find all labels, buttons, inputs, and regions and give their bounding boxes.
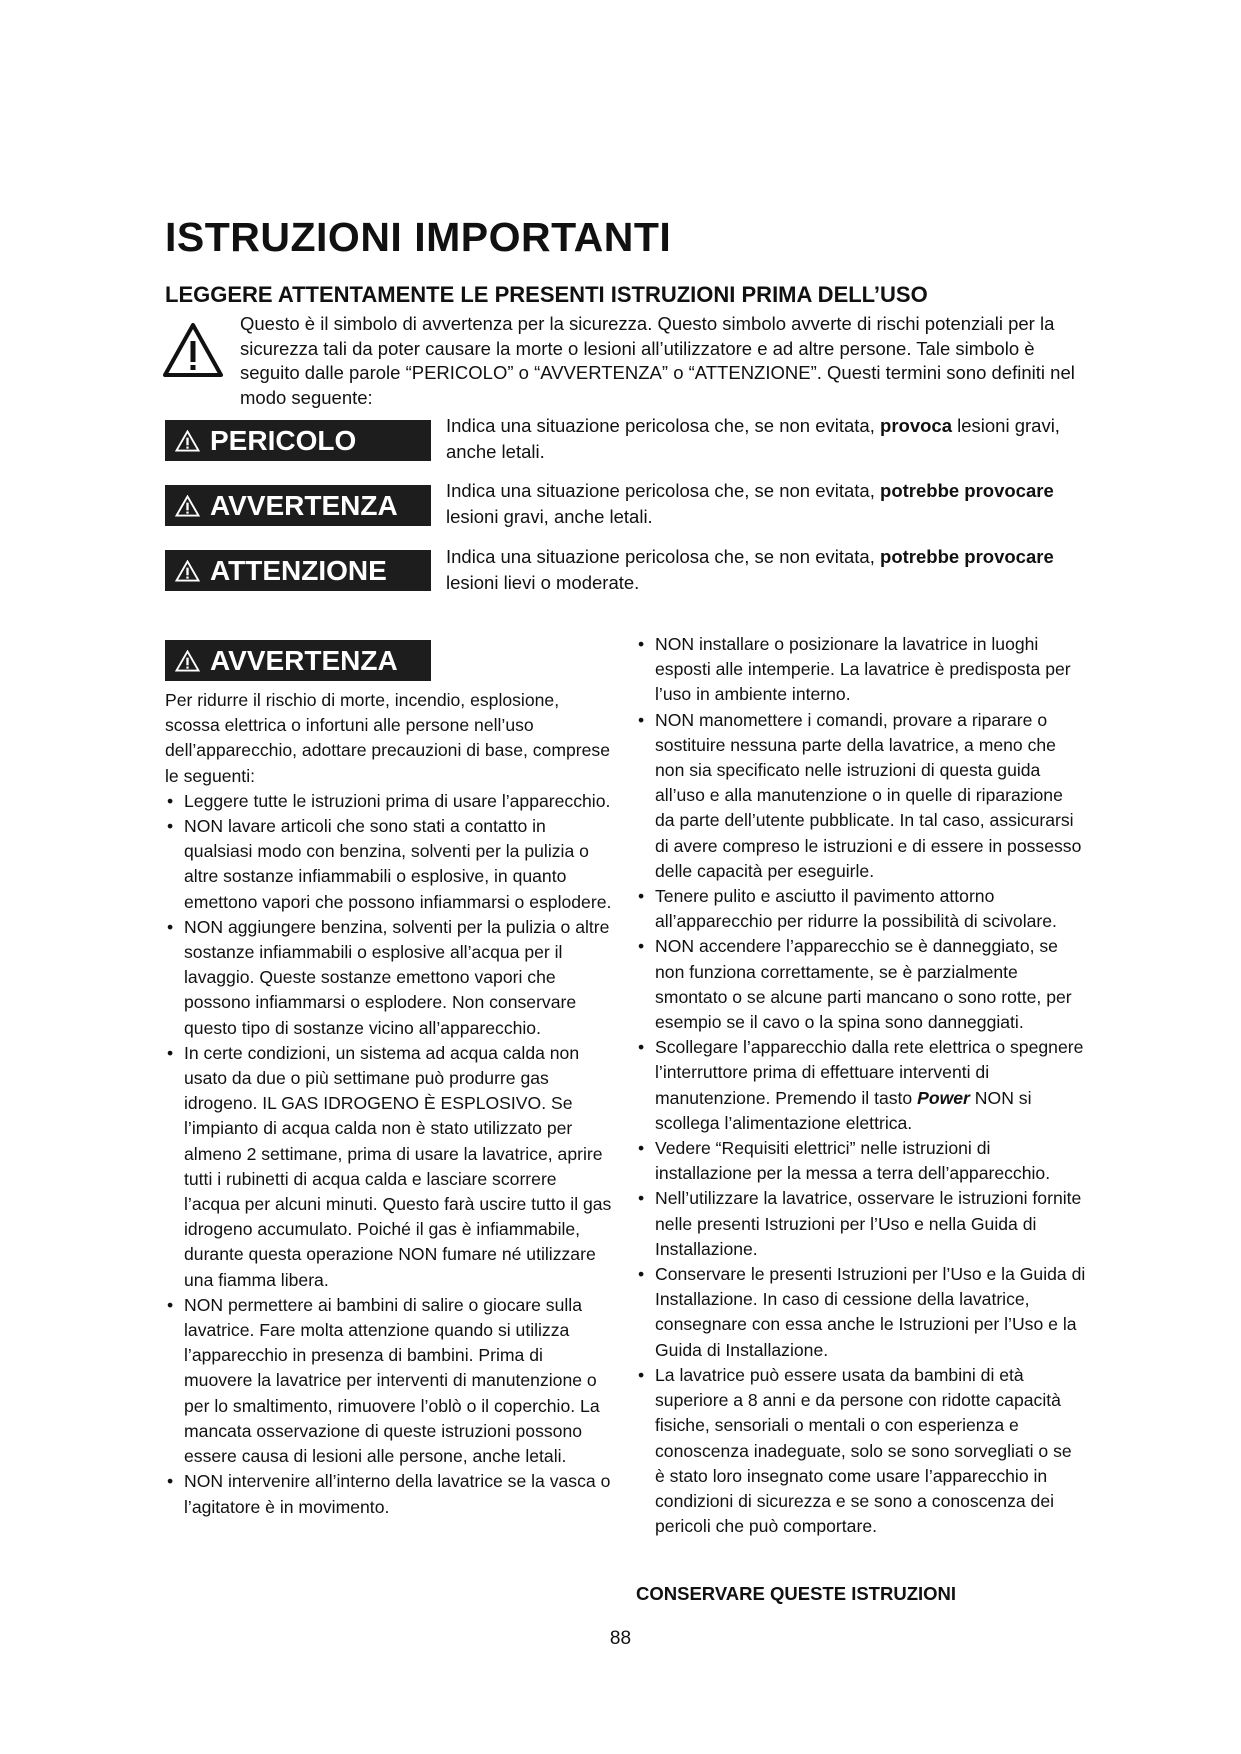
list-item: • Nell’utilizzare la lavatrice, osservare le istruzioni fornite nelle presenti Istruzioni per l’Uso e nella Guida di Installazione. bbox=[636, 1186, 1086, 1262]
list-item: • Vedere “Requisiti elettrici” nelle istruzioni di installazione per la messa a terra dell’apparecchio. bbox=[636, 1136, 1086, 1186]
signal-desc-pericolo: Indica una situazione pericolosa che, se non evitata, provoca lesioni gravi, anche letali. bbox=[446, 415, 1060, 462]
signal-label-text: PERICOLO bbox=[210, 424, 357, 456]
list-item: • Conservare le presenti Istruzioni per l’Uso e la Guida di Installazione. In caso di cessione della lavatrice, consegnare con essa anche le Istruzioni per l’Uso e la Guida di Installazione. bbox=[636, 1262, 1086, 1363]
warning-triangle-icon bbox=[162, 322, 224, 378]
signal-label-attenzione bbox=[165, 550, 431, 591]
page-title: ISTRUZIONI IMPORTANTI bbox=[165, 214, 672, 260]
list-item: • In certe condizioni, un sistema ad acqua calda non usato da due o più settimane può produrre gas idrogeno. IL GAS IDROGENO È ESPLOSIVO. Se l’impianto di acqua calda non è stato utilizzato per almeno 2 settimane, prima di usare la lavatrice, aprire tutti i rubinetti di acqua calda e lasciare scorrere l’acqua per alcuni minuti. Questo farà uscire tutto il gas idrogeno accumulato. Poiché il gas è infiammabile, durante questa operazione NON fumare né utilizzare una fiamma libera. bbox=[165, 1041, 615, 1293]
conserve-notice: CONSERVARE QUESTE ISTRUZIONI bbox=[636, 1583, 957, 1604]
signal-label-pericolo bbox=[165, 420, 431, 461]
page-subtitle: LEGGERE ATTENTAMENTE LE PRESENTI ISTRUZIONI PRIMA DELL’USO bbox=[165, 282, 928, 307]
signal-desc-avvertenza: Indica una situazione pericolosa che, se non evitata, potrebbe provocare lesioni gravi, anche letali. bbox=[446, 480, 1054, 527]
signal-label-avvertenza bbox=[165, 485, 431, 526]
signal-desc-attenzione: Indica una situazione pericolosa che, se non evitata, potrebbe provocare lesioni lievi o moderate. bbox=[446, 546, 1054, 593]
list-item: • NON installare o posizionare la lavatrice in luoghi esposti alle intemperie. La lavatrice è predisposta per l’uso in ambiente interno. bbox=[636, 632, 1086, 708]
list-item: • La lavatrice può essere usata da bambini di età superiore a 8 anni e da persone con ridotte capacità fisiche, sensoriali o mentali o con esperienza e conoscenza inadeguate, solo se sono sorvegliati o se è stato loro insegnato come usare l’apparecchio in condizioni di sicurezza e se sono a conoscenza dei pericoli che può comportare. bbox=[636, 1363, 1086, 1539]
list-item: • NON manomettere i comandi, provare a riparare o sostituire nessuna parte della lavatrice, a meno che non sia specificato nelle istruzioni di questa guida all’uso e alla manutenzione o in quelle di riparazione da parte dell’utente pubblicate. In tal caso, assicurarsi di avere compreso le istruzioni e di essere in possesso delle capacità per eseguirle. bbox=[636, 708, 1086, 884]
list-item: • NON permettere ai bambini di salire o giocare sulla lavatrice. Fare molta attenzione quando si utilizza l’apparecchio in presenza di bambini. Prima di muovere la lavatrice per interventi di manutenzione o per lo smaltimento, rimuovere l’oblò o il coperchio. La mancata osservazione di queste istruzioni possono essere causa di lesioni alle persone, anche letali. bbox=[165, 1293, 615, 1469]
list-item: • NON accendere l’apparecchio se è danneggiato, se non funziona correttamente, se è parzialmente smontato o se alcune parti mancano o sono rotte, per esempio se il cavo o la spina sono danneggiati. bbox=[636, 934, 1086, 1035]
warning-triangle-icon bbox=[175, 495, 200, 517]
right-bullet-list bbox=[636, 632, 1086, 1539]
list-item: • Leggere tutte le istruzioni prima di usare l’apparecchio. bbox=[165, 789, 615, 814]
safety-symbol-intro: Questo è il simbolo di avvertenza per la sicurezza. Questo simbolo avverte di rischi potenziali per la sicurezza tali da poter causare la morte o lesioni all’utilizzatore e ad altre persone. Tale simbolo è seguito dalle parole “PERICOLO” o “AVVERTENZA” o “ATTENZIONE”. Questi termini sono definiti nel modo seguente: bbox=[240, 313, 1075, 408]
list-item: • Tenere pulito e asciutto il pavimento attorno all’apparecchio per ridurre la possibilità di scivolare. bbox=[636, 884, 1086, 934]
signal-label-text: AVVERTENZA bbox=[210, 644, 398, 676]
list-item: • NON aggiungere benzina, solventi per la pulizia o altre sostanze infiammabili o esplosive all’acqua per il lavaggio. Queste sostanze emettono vapori che possono infiammarsi o esplodere. Non conservare questo tipo di sostanze vicino all’apparecchio. bbox=[165, 915, 615, 1041]
warning-header-label bbox=[165, 640, 431, 681]
warning-intro: Per ridurre il rischio di morte, incendio, esplosione, scossa elettrica o infortuni alle persone nell’uso dell’apparecchio, adottare precauzioni di base, comprese le seguenti: bbox=[165, 690, 610, 786]
right-column bbox=[636, 632, 1086, 1539]
signal-label-text: AVVERTENZA bbox=[210, 489, 398, 521]
signal-label-text: ATTENZIONE bbox=[210, 554, 387, 586]
warning-triangle-icon bbox=[175, 430, 200, 452]
warning-triangle-icon bbox=[175, 560, 200, 582]
left-bullet-list bbox=[165, 789, 615, 1520]
list-item-power: • Scollegare l’apparecchio dalla rete elettrica o spegnere l’interruttore prima di effettuare interventi di manutenzione. Premendo il tasto Power NON si scollega l’alimentazione elettrica. bbox=[636, 1035, 1086, 1136]
list-item: • NON intervenire all’interno della lavatrice se la vasca o l’agitatore è in movimento. bbox=[165, 1469, 615, 1519]
warning-triangle-icon bbox=[175, 650, 200, 672]
left-column bbox=[165, 688, 615, 1520]
list-item: • NON lavare articoli che sono stati a contatto in qualsiasi modo con benzina, solventi per la pulizia o altre sostanze infiammabili o esplosive, in quanto emettono vapori che possono infiammarsi o esplodere. bbox=[165, 814, 615, 915]
page-number: 88 bbox=[609, 1628, 632, 1649]
